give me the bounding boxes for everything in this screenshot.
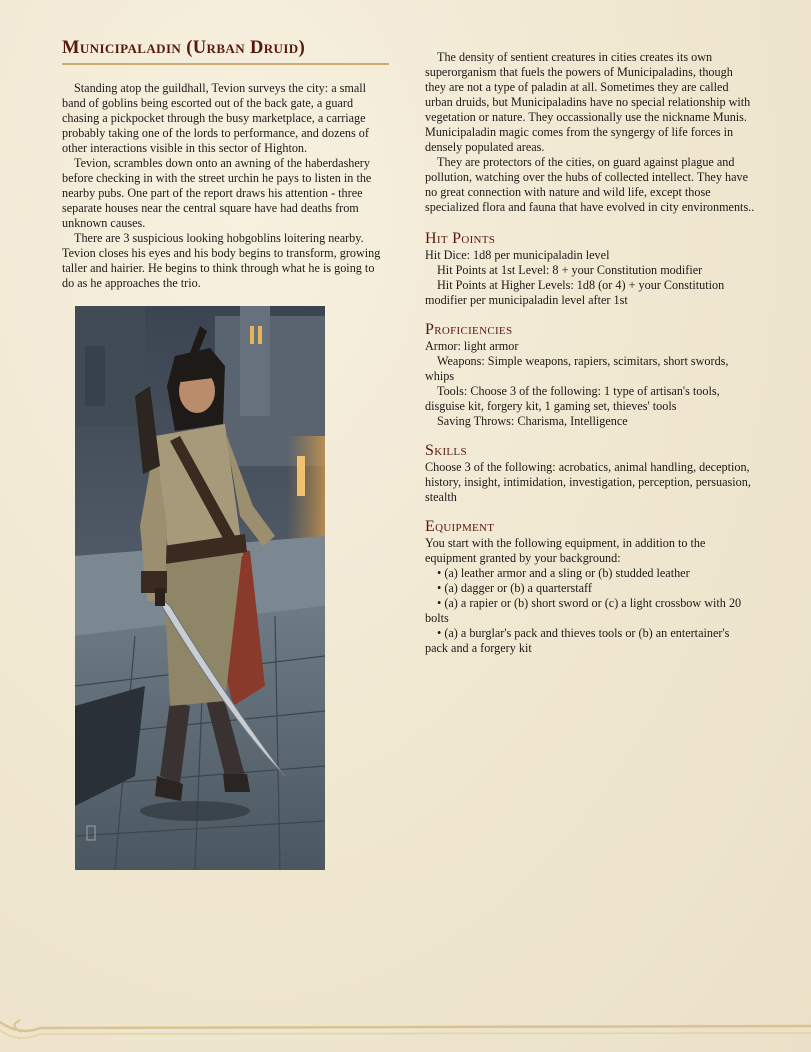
intro-paragraph-1: The density of sentient creatures in cities creates its own superorganism that fuels the powers of Municipaladins, though they are not a type of paladin at all. Sometimes they are called urban druids, but Municipaladins have no special relationship with vegetation or nature. They occassionally use the nickname Munis. Municipaladin magic comes from the syngergy of life forces in densely populated areas. [425, 50, 751, 154]
illustration-art [75, 306, 325, 870]
left-column [62, 36, 389, 291]
saving-throws-line: Saving Throws: Charisma, Intelligence [437, 414, 628, 428]
skills-text: Choose 3 of the following: acrobatics, animal handling, deception, history, insight, intimidation, investigation, perception, persuasion, stealth [425, 460, 751, 504]
equipment-heading: Equipment [425, 518, 495, 535]
equipment-item: • (a) a burglar's pack and thieves tools or (b) an entertainer's pack and a forgery kit [425, 626, 730, 655]
narrative-paragraph-3: There are 3 suspicious looking hobgoblins loitering nearby. Tevion closes his eyes and his body begins to transform, growing taller and hairier. He begins to think through what he is going to do as he approaches the trio. [62, 231, 381, 290]
proficiencies-heading: Proficiencies [425, 321, 513, 338]
armor-proficiency-line: Armor: light armor [425, 339, 519, 353]
intro-paragraph-2: They are protectors of the cities, on guard against plague and pollution, watching over the hubs of collected intellect. They have no great connection with nature and wild life, except those specialized flora and fauna that have evolved in city environments.. [425, 155, 755, 214]
hit-points-heading: Hit Points [425, 230, 496, 247]
hit-dice-line: Hit Dice: 1d8 per municipaladin level [425, 248, 610, 262]
hit-points-first-level-line: Hit Points at 1st Level: 8 + your Constitution modifier [437, 263, 703, 277]
equipment-item: • (a) a rapier or (b) short sword or (c) a light crossbow with 20 bolts [425, 596, 742, 625]
equipment-item: • (a) leather armor and a sling or (b) studded leather [437, 566, 690, 580]
hit-points-higher-levels-line: Hit Points at Higher Levels: 1d8 (or 4) + your Constitution modifier per municipaladin level after 1st [425, 278, 725, 307]
weapons-proficiency-line: Weapons: Simple weapons, rapiers, scimitars, short swords, whips [425, 354, 729, 383]
right-column [425, 50, 755, 656]
equipment-item: • (a) dagger or (b) a quarterstaff [437, 581, 592, 595]
footer-decoration [0, 1000, 811, 1052]
tools-proficiency-line: Tools: Choose 3 of the following: 1 type of artisan's tools, disguise kit, forgery kit, 1 gaming set, thieves' tools [425, 384, 720, 413]
skills-heading: Skills [425, 442, 467, 459]
equipment-list [425, 566, 755, 656]
footer-flourish-line [0, 1030, 811, 1038]
equipment-intro: You start with the following equipment, in addition to the equipment granted by your background: [425, 536, 706, 565]
title-underline [62, 63, 389, 65]
footer-flourish-line [0, 1022, 811, 1031]
narrative-paragraph-2: Tevion, scrambles down onto an awning of the haberdashery before checking in with the street urchin he pays to listen in the nearby pubs. One part of the report draws his attention - three separate houses near the central square have had deaths from unknown causes. [62, 156, 372, 230]
page-title: Municipaladin (Urban Druid) [62, 38, 306, 58]
rogue-with-scimitar-illustration [75, 306, 325, 870]
narrative-paragraph-1: Standing atop the guildhall, Tevion surveys the city: a small band of goblins being escorted out of the back gate, a guard chasing a pickpocket through the busy marketplace, a carriage probably taking one of the lords to performance, and dozens of other interactions visible in this sector of Highton. [62, 81, 369, 155]
